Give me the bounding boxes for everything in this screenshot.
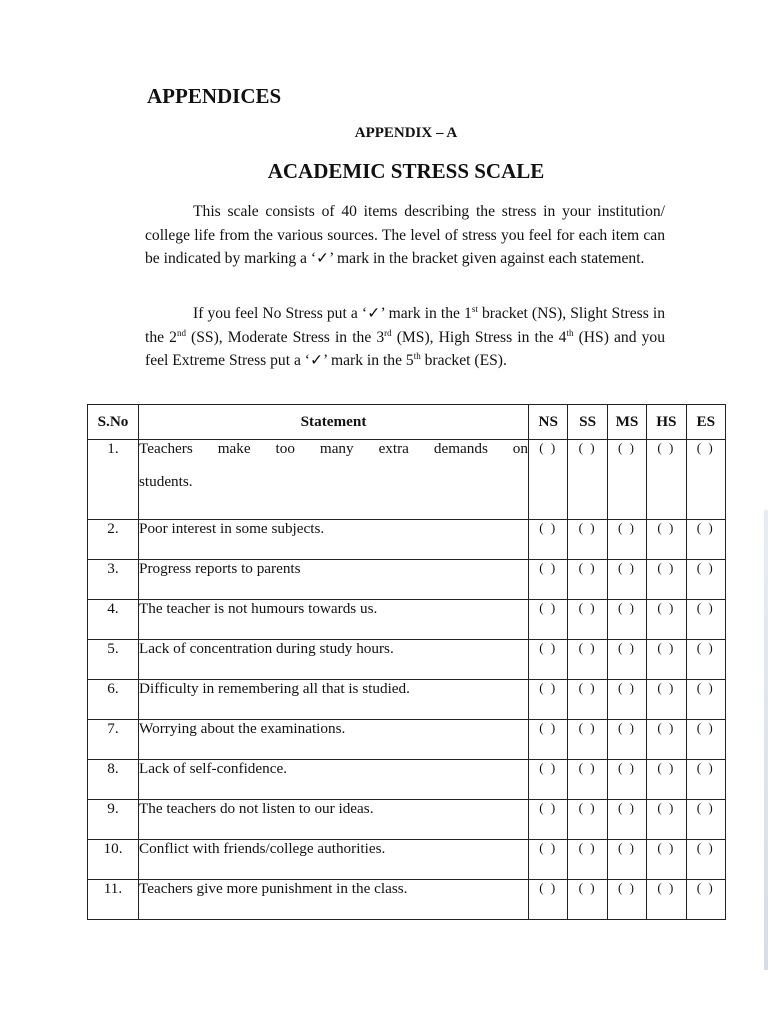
bracket-hs[interactable]: ( ) — [647, 600, 686, 640]
table-row — [88, 560, 726, 600]
bracket-ss[interactable]: ( ) — [568, 440, 607, 520]
header-sno: S.No — [88, 405, 139, 440]
bracket-es[interactable]: ( ) — [686, 760, 725, 800]
p2-sup-2: nd — [176, 327, 186, 338]
table-row — [88, 760, 726, 800]
bracket-ns[interactable]: ( ) — [529, 800, 568, 840]
bracket-ns[interactable]: ( ) — [529, 880, 568, 920]
p2-text-d: (MS), High Stress in the 4 — [391, 328, 567, 346]
row-number: 3. — [88, 560, 139, 600]
bracket-es[interactable]: ( ) — [686, 720, 725, 760]
row-statement: Progress reports to parents — [139, 560, 529, 600]
bracket-es[interactable]: ( ) — [686, 600, 725, 640]
bracket-es[interactable]: ( ) — [686, 880, 725, 920]
row-number: 5. — [88, 640, 139, 680]
bracket-hs[interactable]: ( ) — [647, 840, 686, 880]
bracket-ms[interactable]: ( ) — [607, 440, 646, 520]
row-statement: Worrying about the examinations. — [139, 720, 529, 760]
bracket-hs[interactable]: ( ) — [647, 800, 686, 840]
header-ms: MS — [607, 405, 646, 440]
bracket-es[interactable]: ( ) — [686, 440, 725, 520]
bracket-ms[interactable]: ( ) — [607, 880, 646, 920]
bracket-ss[interactable]: ( ) — [568, 840, 607, 880]
row-number: 4. — [88, 600, 139, 640]
table-row — [88, 800, 726, 840]
row-number: 1. — [88, 440, 139, 520]
table-row — [88, 880, 726, 920]
row-statement: Poor interest in some subjects. — [139, 520, 529, 560]
table-row — [88, 720, 726, 760]
bracket-ns[interactable]: ( ) — [529, 640, 568, 680]
table-row — [88, 640, 726, 680]
row-statement: Difficulty in remembering all that is studied. — [139, 680, 529, 720]
row-statement: Lack of self-confidence. — [139, 760, 529, 800]
bracket-ns[interactable]: ( ) — [529, 600, 568, 640]
bracket-es[interactable]: ( ) — [686, 560, 725, 600]
bracket-es[interactable]: ( ) — [686, 800, 725, 840]
stress-scale-table — [87, 404, 726, 920]
bracket-ns[interactable]: ( ) — [529, 560, 568, 600]
row-number: 8. — [88, 760, 139, 800]
row-number: 10. — [88, 840, 139, 880]
bracket-es[interactable]: ( ) — [686, 640, 725, 680]
page-heading-appendices: APPENDICES — [147, 84, 282, 108]
bracket-ss[interactable]: ( ) — [568, 680, 607, 720]
table-row — [88, 600, 726, 640]
bracket-ss[interactable]: ( ) — [568, 720, 607, 760]
header-statement: Statement — [139, 405, 529, 440]
p2-text-f: bracket (ES). — [420, 352, 507, 369]
bracket-ss[interactable]: ( ) — [568, 880, 607, 920]
bracket-hs[interactable]: ( ) — [647, 440, 686, 520]
bracket-hs[interactable]: ( ) — [647, 680, 686, 720]
bracket-ss[interactable]: ( ) — [568, 640, 607, 680]
bracket-hs[interactable]: ( ) — [647, 520, 686, 560]
bracket-ns[interactable]: ( ) — [529, 680, 568, 720]
bracket-ms[interactable]: ( ) — [607, 560, 646, 600]
bracket-ns[interactable]: ( ) — [529, 720, 568, 760]
row-number: 9. — [88, 800, 139, 840]
bracket-ns[interactable]: ( ) — [529, 760, 568, 800]
bracket-ms[interactable]: ( ) — [607, 640, 646, 680]
scale-title: ACADEMIC STRESS SCALE — [267, 159, 545, 183]
p2-sup-4: th — [566, 327, 574, 338]
bracket-hs[interactable]: ( ) — [647, 720, 686, 760]
p2-sup-1: st — [471, 303, 478, 314]
row-statement: The teacher is not humours towards us. — [139, 600, 529, 640]
intro-paragraph-2 — [145, 302, 665, 373]
p2-text-b: bracket (NS), Slight Stress in the 2 — [145, 305, 665, 346]
table-row — [88, 680, 726, 720]
statement-line-1: Teachers make too many extra demands on — [139, 440, 528, 457]
bracket-ss[interactable]: ( ) — [568, 800, 607, 840]
row-number: 7. — [88, 720, 139, 760]
table-header-row — [88, 405, 726, 440]
statement-line-2: students. — [139, 473, 193, 490]
bracket-ns[interactable]: ( ) — [529, 520, 568, 560]
table-row — [88, 520, 726, 560]
header-es: ES — [686, 405, 725, 440]
bracket-es[interactable]: ( ) — [686, 520, 725, 560]
row-statement: The teachers do not listen to our ideas. — [139, 800, 529, 840]
page-edge-shadow — [764, 510, 768, 970]
bracket-ss[interactable]: ( ) — [568, 520, 607, 560]
bracket-ss[interactable]: ( ) — [568, 760, 607, 800]
bracket-hs[interactable]: ( ) — [647, 560, 686, 600]
header-ss: SS — [568, 405, 607, 440]
bracket-ms[interactable]: ( ) — [607, 520, 646, 560]
bracket-ms[interactable]: ( ) — [607, 600, 646, 640]
p2-text-c: (SS), Moderate Stress in the 3 — [185, 328, 385, 346]
table-row — [88, 440, 726, 520]
appendix-label: APPENDIX – A — [354, 125, 458, 141]
row-statement: Lack of concentration during study hours. — [139, 640, 529, 680]
bracket-es[interactable]: ( ) — [686, 840, 725, 880]
bracket-ms[interactable]: ( ) — [607, 800, 646, 840]
p2-sup-3: rd — [384, 327, 392, 338]
bracket-ms[interactable]: ( ) — [607, 840, 646, 880]
row-statement: Conflict with friends/college authorities. — [139, 840, 529, 880]
row-statement: Teachers give more punishment in the class. — [139, 880, 529, 920]
bracket-ns[interactable]: ( ) — [529, 840, 568, 880]
row-statement — [139, 440, 529, 520]
bracket-hs[interactable]: ( ) — [647, 760, 686, 800]
bracket-ss[interactable]: ( ) — [568, 600, 607, 640]
header-hs: HS — [647, 405, 686, 440]
p2-text-a: If you feel No Stress put a ‘✓’ mark in the 1 — [193, 305, 472, 322]
bracket-ns[interactable]: ( ) — [529, 440, 568, 520]
header-ns: NS — [529, 405, 568, 440]
intro-paragraph-1: This scale consists of 40 items describing the stress in your institution/ college life from the various sources. The level of stress you feel for each item can be indicated by marking a ‘✓’ mark in the bracket given against each statement. — [145, 203, 665, 267]
row-number: 11. — [88, 880, 139, 920]
row-number: 6. — [88, 680, 139, 720]
bracket-es[interactable]: ( ) — [686, 680, 725, 720]
bracket-ms[interactable]: ( ) — [607, 760, 646, 800]
bracket-ms[interactable]: ( ) — [607, 720, 646, 760]
bracket-ss[interactable]: ( ) — [568, 560, 607, 600]
table-row — [88, 840, 726, 880]
bracket-hs[interactable]: ( ) — [647, 640, 686, 680]
bracket-ms[interactable]: ( ) — [607, 680, 646, 720]
bracket-hs[interactable]: ( ) — [647, 880, 686, 920]
p2-text-e: (HS) and you feel Extreme Stress put a ‘✓’ mark in the 5 — [145, 328, 665, 369]
p2-sup-5: th — [413, 350, 421, 361]
row-number: 2. — [88, 520, 139, 560]
